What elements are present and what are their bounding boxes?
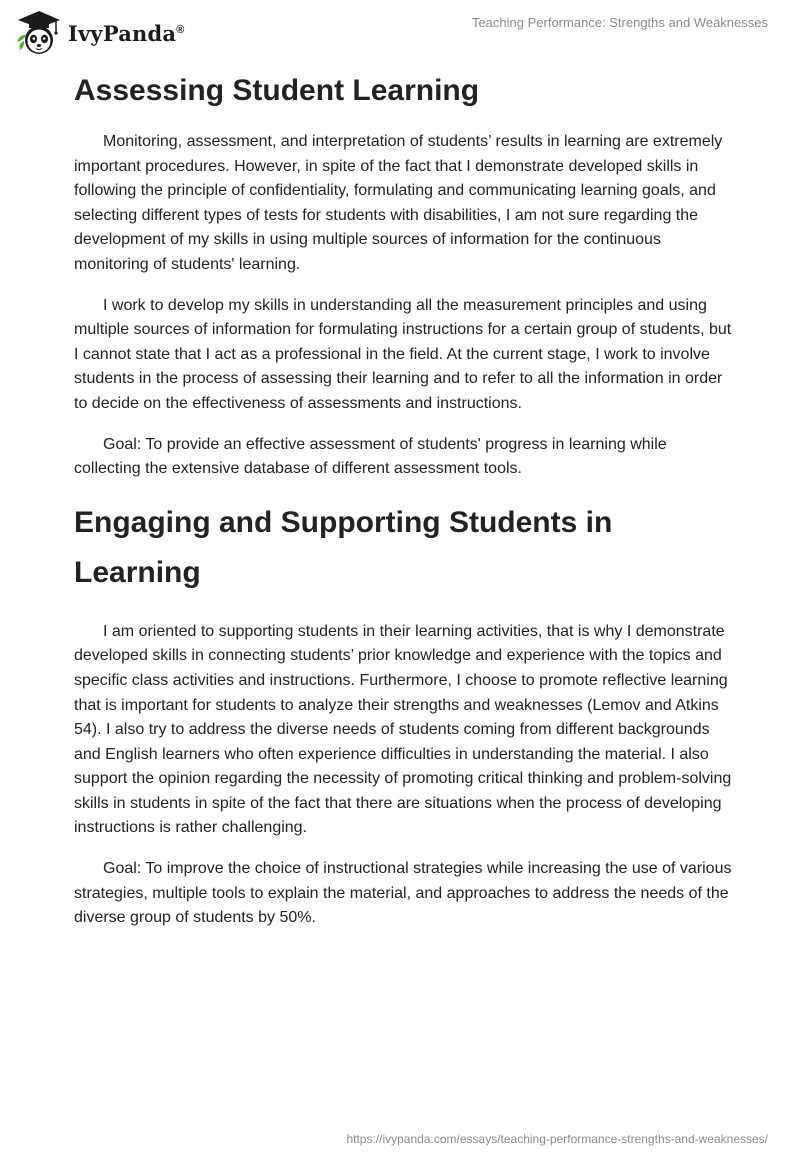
logo-text: IvyPanda® (68, 20, 185, 46)
paragraph: I am oriented to supporting students in their learning activities, that is why I demonstrate developed skills in connecting students’ prior knowledge and experience with the topics and specific class activities and instructions. Furthermore, I choose to promote reflective learning that is important for students to analyze their strengths and weaknesses (Lemov and Atkins 54). I also try to address the diverse needs of students coming from different backgrounds and English learners who often experience difficulties in understanding the material. I also support the opinion regarding the necessity of promoting critical thinking and problem-solving skills in students in spite of the fact that there are situations when the process of developing instructions is rather challenging. (74, 622, 732, 837)
section-assessing-student-learning (74, 66, 734, 482)
source-url[interactable]: https://ivypanda.com/essays/teaching-performance-strengths-and-weaknesses/ (346, 1132, 768, 1146)
section-heading: Assessing Student Learning (74, 74, 480, 107)
essay-content (74, 66, 734, 947)
section-heading: Engaging and Supporting Students in Learning (74, 505, 613, 589)
paragraph: I work to develop my skills in understanding all the measurement principles and using multiple sources of information for formulating instructions for a certain group of students, but I cannot state that I act as a professional in the field. At the current stage, I work to involve students in the process of assessing their learning and to refer to all the information in order to decide on the effectiveness of assessments and instructions. (74, 296, 732, 412)
document-title: Teaching Performance: Strengths and Weaknesses (471, 15, 768, 30)
section-engaging-supporting-students (74, 498, 734, 931)
registered-mark: ® (176, 23, 185, 36)
paragraph: Monitoring, assessment, and interpretation of students’ results in learning are extremely important procedures. However, in spite of the fact that I demonstrate developed skills in following the principle of confidentiality, formulating and communicating learning goals, and selecting different types of tests for students with disabilities, I am not sure regarding the development of my skills in using multiple sources of information for the continuous monitoring of students' learning. (74, 133, 723, 273)
ivypanda-logo[interactable] (14, 8, 185, 58)
page-header (0, 0, 800, 60)
goal-paragraph: Goal: To improve the choice of instructional strategies while increasing the use of various strategies, multiple tools to explain the material, and approaches to address the needs of the diverse group of students by 50%. (74, 860, 732, 927)
panda-graduate-logo-icon (14, 8, 64, 58)
goal-paragraph: Goal: To provide an effective assessment of students' progress in learning while collecting the extensive database of different assessment tools. (74, 435, 667, 478)
